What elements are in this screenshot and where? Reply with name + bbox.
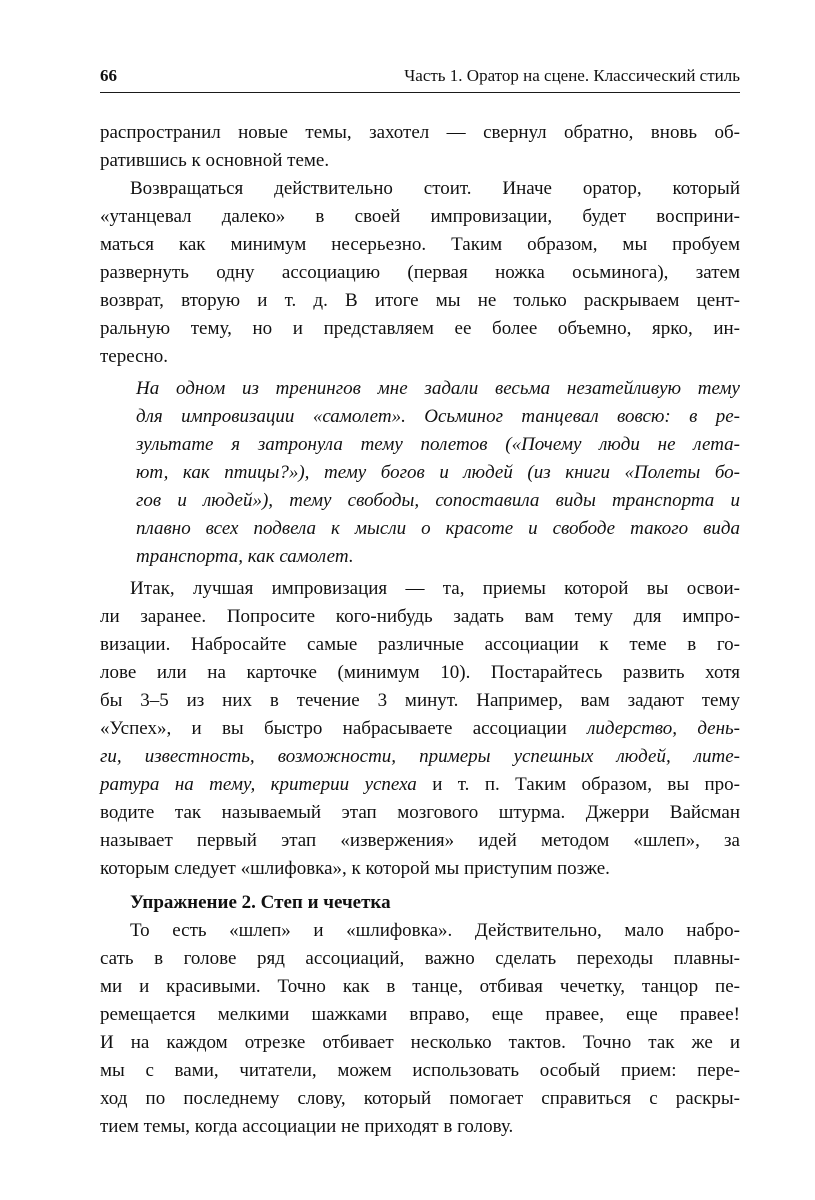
text-line: развернуть одну ассоциацию (первая ножка осьминога), затем [100, 262, 740, 283]
text-line [100, 771, 740, 799]
text-line: транспорта, как самолет. [136, 546, 354, 567]
text-line: гов и людей»), тему свободы, сопоставила виды транспорта и [136, 490, 740, 511]
text-line: ратившись к основной теме. [100, 150, 330, 171]
text-line: И на каждом отрезке отбивает несколько тактов. Точно так же и [100, 1032, 740, 1053]
text-line: сать в голове ряд ассоциаций, важно сделать переходы плавны- [100, 948, 740, 969]
text-line: распространил новые темы, захотел — свернул обратно, вновь об- [100, 122, 740, 143]
text-line: Возвращаться действительно стоит. Иначе оратор, который [130, 178, 740, 199]
text-line: ральную тему, но и представляем ее более объемно, ярко, ин- [100, 318, 740, 339]
exercise-heading: Упражнение 2. Степ и чечетка [130, 892, 391, 913]
text-line: тересно. [100, 346, 168, 367]
italic-segment: лидерство, день- [587, 718, 741, 739]
text-line: ход по последнему слову, который помогает справиться с раскры- [100, 1088, 740, 1109]
paragraph [100, 119, 740, 175]
text-line: ли заранее. Попросите кого-нибудь задать вам тему для импро- [100, 606, 740, 627]
text-line: тием темы, когда ассоциации не приходят в голову. [100, 1116, 514, 1137]
text-line: маться как минимум несерьезно. Таким образом, мы пробуем [100, 234, 740, 255]
paragraph [100, 575, 740, 883]
regular-segment: и т. п. Таким образом, вы про- [432, 774, 740, 795]
page-number: 66 [100, 66, 117, 85]
text-line: возврат, вторую и т. д. В итоге мы не только раскрываем цент- [100, 290, 740, 311]
text-line: водите так называемый этап мозгового штурма. Джерри Вайсман [100, 802, 740, 823]
quote-block [136, 375, 740, 571]
page-body [100, 119, 740, 1141]
text-line: Итак, лучшая импровизация — та, приемы которой вы освои- [130, 578, 740, 599]
header-title: Часть 1. Оратор на сцене. Классический стиль [404, 66, 740, 85]
text-line: ги, известность, возможности, примеры успешных людей, лите- [100, 746, 740, 767]
text-line: бы 3–5 из них в течение 3 минут. Например, вам задают тему [100, 690, 740, 711]
text-line: мы с вами, читатели, можем использовать особый прием: пере- [100, 1060, 740, 1081]
text-line: ремещается мелкими шажками вправо, еще правее, еще правее! [100, 1004, 740, 1025]
text-line: На одном из тренингов мне задали весьма незатейливую тему [136, 378, 740, 399]
text-line: плавно всех подвела к мысли о красоте и свободе такого вида [136, 518, 740, 539]
text-line: зультате я затронула тему полетов («Почему люди не лета- [136, 434, 740, 455]
text-line: визации. Набросайте самые различные ассоциации к теме в го- [100, 634, 740, 655]
page-header [100, 66, 740, 86]
text-line: которым следует «шлифовка», к которой мы приступим позже. [100, 858, 610, 879]
text-line: называет первый этап «извержения» идей методом «шлеп», за [100, 830, 740, 851]
paragraph [100, 175, 740, 371]
header-rule [100, 92, 740, 93]
paragraph [100, 917, 740, 1141]
text-line: для импровизации «самолет». Осьминог танцевал вовсю: в ре- [136, 406, 740, 427]
text-line: ют, как птицы?»), тему богов и людей (из книги «Полеты бо- [136, 462, 740, 483]
regular-segment: «Успех», и вы быстро набрасываете ассоциации [100, 718, 567, 739]
text-line: ми и красивыми. Точно как в танце, отбивая чечетку, танцор пе- [100, 976, 740, 997]
text-line [100, 715, 740, 743]
text-line: лове или на карточке (минимум 10). Постарайтесь развить хотя [100, 662, 740, 683]
text-line: «утанцевал далеко» в своей импровизации, будет восприни- [100, 206, 740, 227]
italic-segment: ратура на тему, критерии успеха [100, 774, 417, 795]
text-line: То есть «шлеп» и «шлифовка». Действительно, мало набро- [130, 920, 740, 941]
